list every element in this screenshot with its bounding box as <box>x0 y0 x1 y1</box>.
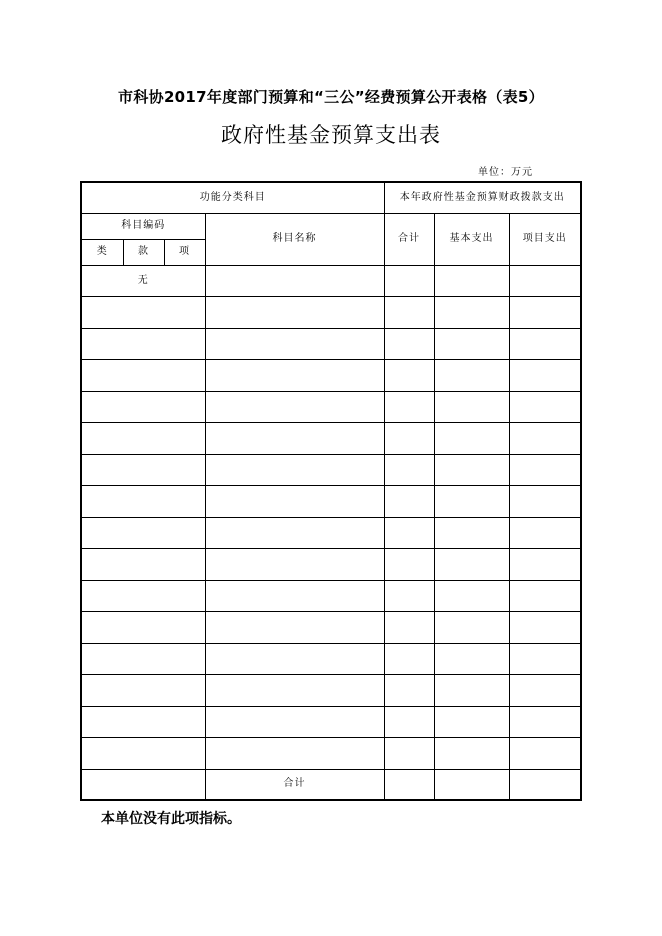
cell-basic <box>434 517 509 549</box>
cell-basic <box>434 486 509 518</box>
cell-name <box>205 391 384 423</box>
cell-project <box>509 391 581 423</box>
cell-value <box>509 769 581 800</box>
table-row <box>81 612 581 644</box>
unit-label: 单位：万元 <box>478 167 533 178</box>
value-col-header: 合计 <box>384 213 434 265</box>
cell-code <box>81 580 205 612</box>
cell-code <box>81 391 205 423</box>
table-row <box>81 738 581 770</box>
cell-code <box>81 643 205 675</box>
group-header-left: 功能分类科目 <box>81 182 384 213</box>
cell-project <box>509 297 581 329</box>
cell-project <box>509 612 581 644</box>
cell-basic <box>434 675 509 707</box>
value-col-header: 基本支出 <box>434 213 509 265</box>
cell-project <box>509 517 581 549</box>
cell-total <box>384 360 434 392</box>
cell-basic <box>434 454 509 486</box>
cell-code <box>81 549 205 581</box>
cell-name <box>205 612 384 644</box>
cell-project <box>509 423 581 455</box>
code-header: 科目编码 <box>81 213 205 239</box>
cell-total <box>384 265 434 297</box>
cell-total <box>384 423 434 455</box>
code-col-header: 款 <box>123 239 164 265</box>
value-col-header: 项目支出 <box>509 213 581 265</box>
cell-basic <box>434 643 509 675</box>
cell-total <box>384 612 434 644</box>
cell-basic <box>434 738 509 770</box>
cell-name <box>205 580 384 612</box>
cell-code <box>81 297 205 329</box>
cell-value <box>384 769 434 800</box>
cell-project <box>509 360 581 392</box>
cell-code <box>81 517 205 549</box>
cell-basic <box>434 360 509 392</box>
cell-basic <box>434 328 509 360</box>
cell-name <box>205 360 384 392</box>
table-row <box>81 706 581 738</box>
table-row <box>81 328 581 360</box>
cell-basic <box>434 265 509 297</box>
table-row <box>81 454 581 486</box>
cell-project <box>509 643 581 675</box>
cell-total <box>384 454 434 486</box>
cell-code: 无 <box>81 265 205 297</box>
table-row <box>81 391 581 423</box>
cell-name <box>205 297 384 329</box>
cell-basic <box>434 423 509 455</box>
table-row <box>81 297 581 329</box>
cell-name <box>205 328 384 360</box>
cell-code <box>81 675 205 707</box>
cell-code <box>81 454 205 486</box>
cell-name <box>205 423 384 455</box>
cell-project <box>509 328 581 360</box>
cell-project <box>509 486 581 518</box>
cell-name <box>205 486 384 518</box>
cell-basic <box>434 612 509 644</box>
cell-name <box>205 549 384 581</box>
table-row <box>81 360 581 392</box>
cell-total <box>384 643 434 675</box>
cell-project <box>509 549 581 581</box>
cell-total <box>384 738 434 770</box>
table-row <box>81 549 581 581</box>
table-row <box>81 486 581 518</box>
cell-project <box>509 454 581 486</box>
cell-name <box>205 517 384 549</box>
cell-basic <box>434 297 509 329</box>
cell-total <box>384 391 434 423</box>
cell-total <box>384 517 434 549</box>
cell-name <box>205 643 384 675</box>
cell-name <box>205 706 384 738</box>
cell-basic <box>434 391 509 423</box>
total-label: 合计 <box>205 769 384 800</box>
total-row <box>81 769 581 800</box>
header-row-2 <box>81 213 581 239</box>
cell-total <box>384 328 434 360</box>
group-header-right: 本年政府性基金预算财政拨款支出 <box>384 182 581 213</box>
cell-code <box>81 423 205 455</box>
name-header: 科目名称 <box>205 213 384 265</box>
header-title: 市科协2017年度部门预算和“三公”经费预算公开表格（表5） <box>118 88 544 106</box>
cell-total <box>384 675 434 707</box>
code-col-header: 项 <box>164 239 205 265</box>
cell-code <box>81 738 205 770</box>
cell-total <box>384 297 434 329</box>
cell-code <box>81 486 205 518</box>
budget-table <box>80 181 582 801</box>
table-row <box>81 580 581 612</box>
cell-project <box>509 580 581 612</box>
cell-name <box>205 738 384 770</box>
cell-project <box>509 675 581 707</box>
code-col-header: 类 <box>81 239 123 265</box>
table-row <box>81 675 581 707</box>
cell-name <box>205 265 384 297</box>
cell-code <box>81 328 205 360</box>
cell-total <box>384 706 434 738</box>
cell-code <box>81 706 205 738</box>
cell-code <box>81 360 205 392</box>
cell-basic <box>434 549 509 581</box>
table-row <box>81 265 581 297</box>
table-title: 政府性基金预算支出表 <box>221 123 441 147</box>
table-row <box>81 643 581 675</box>
cell-code <box>81 769 205 800</box>
cell-total <box>384 580 434 612</box>
header-row-1 <box>81 182 581 213</box>
table-row <box>81 517 581 549</box>
table-row <box>81 423 581 455</box>
cell-total <box>384 486 434 518</box>
cell-project <box>509 738 581 770</box>
footer-note: 本单位没有此项指标。 <box>101 811 241 827</box>
cell-project <box>509 265 581 297</box>
cell-project <box>509 706 581 738</box>
cell-basic <box>434 706 509 738</box>
cell-value <box>434 769 509 800</box>
cell-name <box>205 454 384 486</box>
cell-basic <box>434 580 509 612</box>
cell-name <box>205 675 384 707</box>
cell-total <box>384 549 434 581</box>
cell-code <box>81 612 205 644</box>
